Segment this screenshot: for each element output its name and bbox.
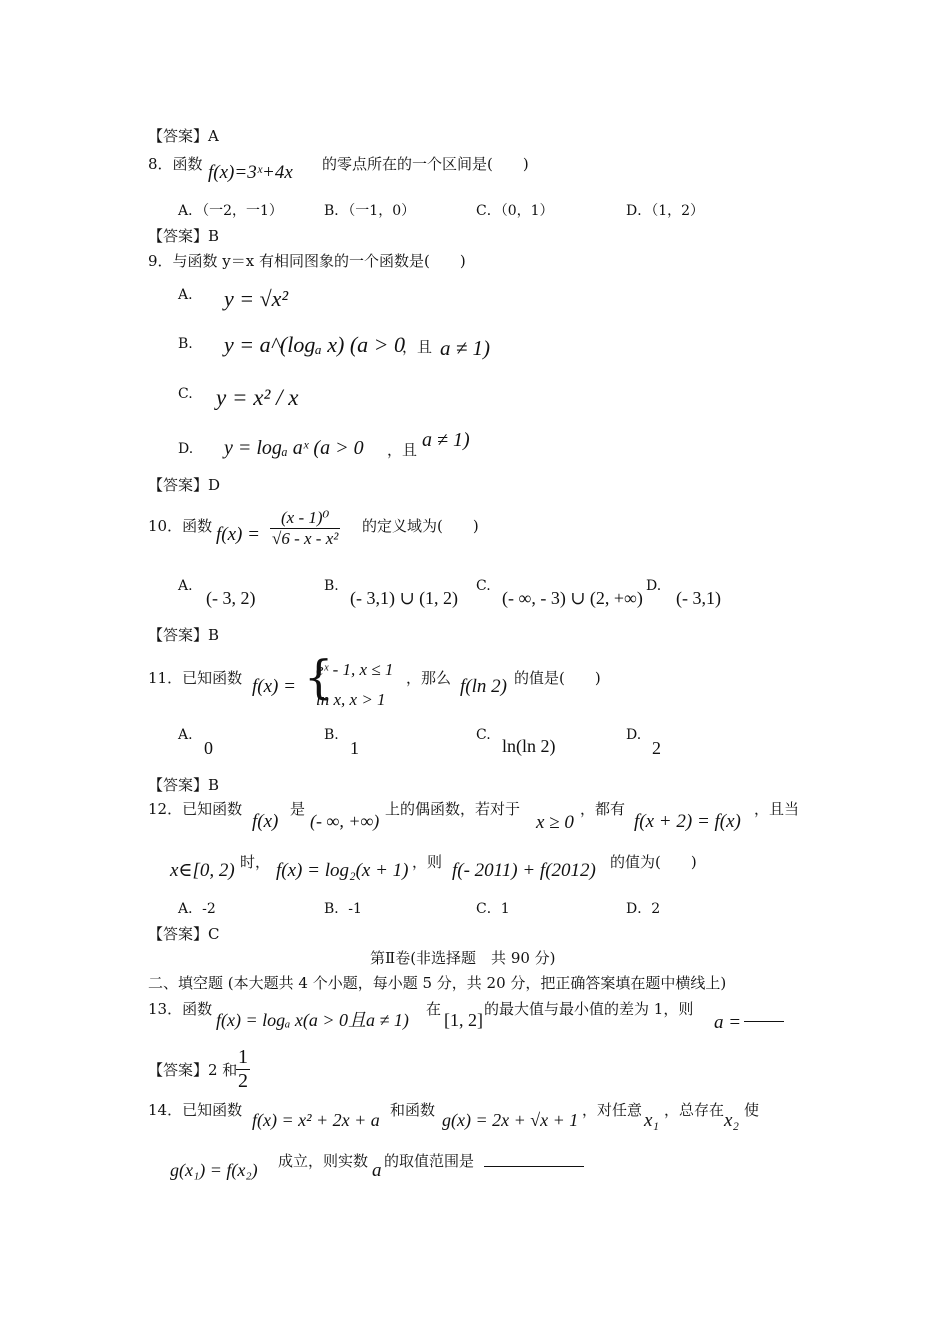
q9-option-a: y = √x²: [224, 286, 289, 311]
q10-option-a: (- 3, 2): [206, 588, 256, 608]
answer-q8: 【答案】B: [148, 227, 220, 245]
q11-label-c: C.: [476, 727, 491, 743]
q10-option-c: (- ∞, - 3) ∪ (2, +∞): [502, 588, 643, 608]
q8-option-d: D．（1，2）: [626, 203, 705, 219]
q9-label-d: D.: [178, 441, 194, 457]
q11-option-d: 2: [652, 738, 661, 758]
q13-text-1: 在: [426, 1000, 442, 1018]
q11-question: 的值是( ): [514, 669, 601, 687]
q12-option-b: B．-1: [324, 901, 362, 917]
q14-function-g: g(x) = 2x + √x + 1: [442, 1110, 579, 1130]
q9-option-d-conj: ，且: [387, 441, 418, 459]
q9-option-c: y = x² / x: [216, 385, 299, 410]
q8-number: 8．函数: [148, 155, 203, 173]
q14-text-2: ，对任意: [582, 1101, 643, 1119]
q12-text-4: ，且当: [754, 800, 800, 818]
q9-option-d-cond: a ≠ 1): [422, 429, 470, 451]
q8-option-c: C．（0，1）: [476, 203, 554, 219]
q12-option-c: C．1: [476, 901, 510, 917]
q11-number: 11．已知函数: [148, 669, 243, 687]
q12-option-d: D．2: [626, 901, 661, 917]
q14-text-4: 使: [744, 1101, 760, 1119]
q12-definition: f(x) = log₂(x + 1): [276, 860, 409, 881]
answer-q13-numerator: 1: [238, 1046, 248, 1068]
q10-number: 10．函数: [148, 517, 213, 535]
q9-label-c: C.: [178, 386, 193, 402]
answer-q7: 【答案】A: [148, 127, 219, 145]
q9-label-a: A.: [178, 287, 193, 303]
q8-option-a: A．（一2，一1）: [178, 203, 283, 219]
q14-equation: g(x₁) = f(x₂): [170, 1160, 258, 1180]
answer-q13-denominator: 2: [238, 1070, 248, 1092]
q12-text-2: 上的偶函数，若对于: [385, 800, 521, 818]
q14-number: 14．已知函数: [148, 1101, 243, 1119]
q11-then: ，那么: [406, 669, 452, 687]
q9-option-b-conj: ，且: [402, 338, 433, 356]
q14-x1: x₁: [644, 1110, 660, 1131]
q9-question: 9．与函数 y＝x 有相同图象的一个函数是( ): [148, 252, 466, 270]
q9-option-d: y = logₐ aˣ (a > 0: [224, 437, 364, 459]
answer-q9: 【答案】D: [148, 476, 221, 494]
q12-question: 的值为( ): [610, 853, 697, 871]
q11-option-b: 1: [350, 738, 359, 758]
q9-option-b-cond: a ≠ 1): [440, 336, 491, 360]
q14-x2: x₂: [724, 1110, 740, 1131]
q11-option-a: 0: [204, 738, 213, 758]
q14-text-3: ，总存在: [664, 1101, 725, 1119]
q13-number: 13．函数: [148, 1000, 213, 1018]
q10-label-d: D.: [646, 578, 662, 594]
q12-condition: x ≥ 0: [536, 812, 574, 833]
section-instruction: 二、填空题 (本大题共 4 个小题，每小题 5 分，共 20 分，把正确答案填在题中横线上): [148, 974, 727, 992]
q13-expression: f(x) = logₐ x(a > 0且a ≠ 1): [216, 1010, 409, 1030]
answer-q12: 【答案】C: [148, 925, 220, 943]
q8-question: 的零点所在的一个区间是( ): [322, 155, 529, 173]
q8-expression: f(x)=3ˣ+4x: [208, 162, 293, 183]
q14-answer-blank: [484, 1166, 584, 1167]
q13-text-2: 的最大值与最小值的差为 1，则: [484, 1000, 694, 1018]
q9-option-b: y = a^(logₐ x) (a > 0: [224, 332, 406, 357]
q11-label-a: A.: [178, 727, 193, 743]
q12-option-a: A．-2: [178, 901, 216, 917]
q12-text-5: 时，: [240, 853, 271, 871]
q11-brace: {: [304, 650, 334, 704]
answer-q13-fraction: [236, 1046, 250, 1093]
q12-range: x∈[0, 2): [170, 860, 235, 881]
q10-label-c: C.: [476, 578, 491, 594]
q10-option-b: (- 3,1) ∪ (1, 2): [350, 588, 459, 608]
q14-variable: a: [372, 1160, 382, 1181]
q12-domain: (- ∞, +∞): [310, 811, 380, 831]
q10-fraction: [270, 508, 340, 549]
q11-argument: f(ln 2): [460, 676, 507, 697]
q12-function: f(x): [252, 811, 279, 832]
q12-text-1: 是: [290, 800, 306, 818]
q10-lhs: f(x) =: [216, 524, 260, 545]
q11-label-d: D.: [626, 727, 642, 743]
q8-option-b: B．（一1，0）: [324, 203, 416, 219]
section-title: 第Ⅱ卷(非选择题 共 90 分): [370, 949, 556, 967]
q14-text-1: 和函数: [390, 1101, 436, 1119]
q10-denominator: √6 - x - x²: [272, 529, 339, 548]
q14-text-5: 成立，则实数: [278, 1152, 369, 1170]
q10-label-a: A.: [178, 578, 193, 594]
q11-case-2: ln x, x > 1: [316, 690, 386, 709]
q11-case-1: eˣ - 1, x ≤ 1: [316, 660, 394, 679]
q12-text-3: ，都有: [580, 800, 626, 818]
q14-text-6: 的取值范围是: [384, 1152, 475, 1170]
q10-numerator: (x - 1)⁰: [270, 508, 340, 529]
answer-q11: 【答案】B: [148, 776, 220, 794]
q11-option-c: ln(ln 2): [502, 736, 556, 756]
q12-expression: f(- 2011) + f(2012): [452, 860, 596, 881]
q10-option-d: (- 3,1): [676, 588, 721, 608]
q11-lhs: f(x) =: [252, 676, 296, 697]
q10-question: 的定义域为( ): [362, 517, 479, 535]
q9-label-b: B.: [178, 336, 193, 352]
q10-label-b: B.: [324, 578, 339, 594]
q13-variable: a =: [714, 1012, 742, 1033]
q14-function-f: f(x) = x² + 2x + a: [252, 1110, 380, 1130]
q11-label-b: B.: [324, 727, 339, 743]
answer-q13-label: 【答案】2 和: [148, 1061, 238, 1079]
q12-periodicity: f(x + 2) = f(x): [634, 811, 741, 832]
q13-answer-blank: [744, 1021, 784, 1022]
answer-q10: 【答案】B: [148, 626, 220, 644]
q12-number: 12．已知函数: [148, 800, 243, 818]
q13-interval: [1, 2]: [444, 1010, 483, 1030]
q12-text-6: ，则: [412, 853, 443, 871]
